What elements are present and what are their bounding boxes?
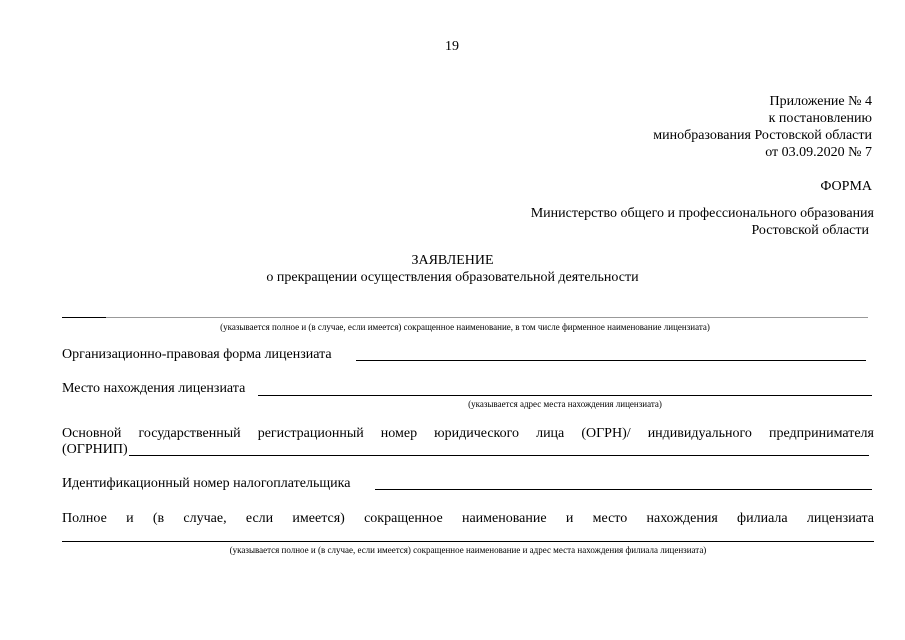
appendix-line-3: минобразования Ростовской области: [653, 128, 872, 143]
licensee-name-hint: (указывается полное и (в случае, если имеется) сокращенное наименование, в том числе фирменное наименование лицензиата): [220, 322, 710, 332]
branch-label-word: Полное: [62, 511, 107, 526]
addressee-line-2: Ростовской области: [751, 223, 869, 238]
branch-hint: (указывается полное и (в случае, если имеется) сокращенное наименование и адрес места нахождения филиала лицензиата): [229, 545, 707, 555]
appendix-line-2: к постановлению: [768, 111, 872, 126]
licensee-name-line[interactable]: [106, 317, 868, 318]
org-form-label: Организационно-правовая форма лицензиата: [62, 347, 332, 362]
branch-label-word: и: [126, 511, 134, 526]
branch-label-word: лицензиата: [806, 511, 874, 526]
page-number: 19: [445, 39, 459, 54]
branch-label-word: филиала: [737, 511, 788, 526]
statement-subtitle: о прекращении осуществления образовательной деятельности: [266, 270, 639, 285]
location-label: Место нахождения лицензиата: [62, 381, 246, 396]
appendix-line-1: Приложение № 4: [769, 94, 872, 109]
branch-label-word: если: [245, 511, 274, 526]
ogrn-field[interactable]: [129, 455, 869, 456]
ogrn-label-word: юридического: [434, 426, 520, 441]
ogrn-label-word: (ОГРН)/: [581, 426, 631, 441]
branch-label-row: [62, 510, 874, 527]
ogrnip-label: (ОГРНИП): [62, 442, 128, 457]
ogrn-label-word: индивидуального: [647, 426, 752, 441]
ogrn-label-word: регистрационный: [257, 426, 364, 441]
location-hint: (указывается адрес места нахождения лицензиата): [468, 399, 662, 409]
branch-field[interactable]: [62, 541, 874, 542]
ogrn-label-word: номер: [380, 426, 418, 441]
inn-field[interactable]: [375, 489, 872, 490]
org-form-field[interactable]: [356, 360, 866, 361]
licensee-name-line-short: [62, 317, 106, 318]
statement-title: ЗАЯВЛЕНИЕ: [411, 253, 494, 268]
branch-label-word: имеется): [292, 511, 345, 526]
branch-label-word: сокращенное: [364, 511, 443, 526]
inn-label: Идентификационный номер налогоплательщика: [62, 476, 351, 491]
branch-label-word: наименование: [461, 511, 547, 526]
ogrn-label-word: Основной: [62, 426, 122, 441]
ogrn-label-word: государственный: [138, 426, 241, 441]
ogrn-label-word: лица: [536, 426, 565, 441]
appendix-line-4: от 03.09.2020 № 7: [765, 145, 872, 160]
branch-label-word: место: [592, 511, 628, 526]
branch-label-word: (в: [152, 511, 165, 526]
location-field[interactable]: [258, 395, 872, 396]
ogrn-label-word: предпринимателя: [768, 426, 874, 441]
ogrn-label-row: [62, 425, 874, 442]
form-label: ФОРМА: [820, 179, 872, 194]
addressee-line-1: Министерство общего и профессионального образования: [530, 206, 874, 221]
branch-label-word: и: [565, 511, 574, 526]
branch-label-word: случае,: [183, 511, 227, 526]
branch-label-word: нахождения: [646, 511, 718, 526]
